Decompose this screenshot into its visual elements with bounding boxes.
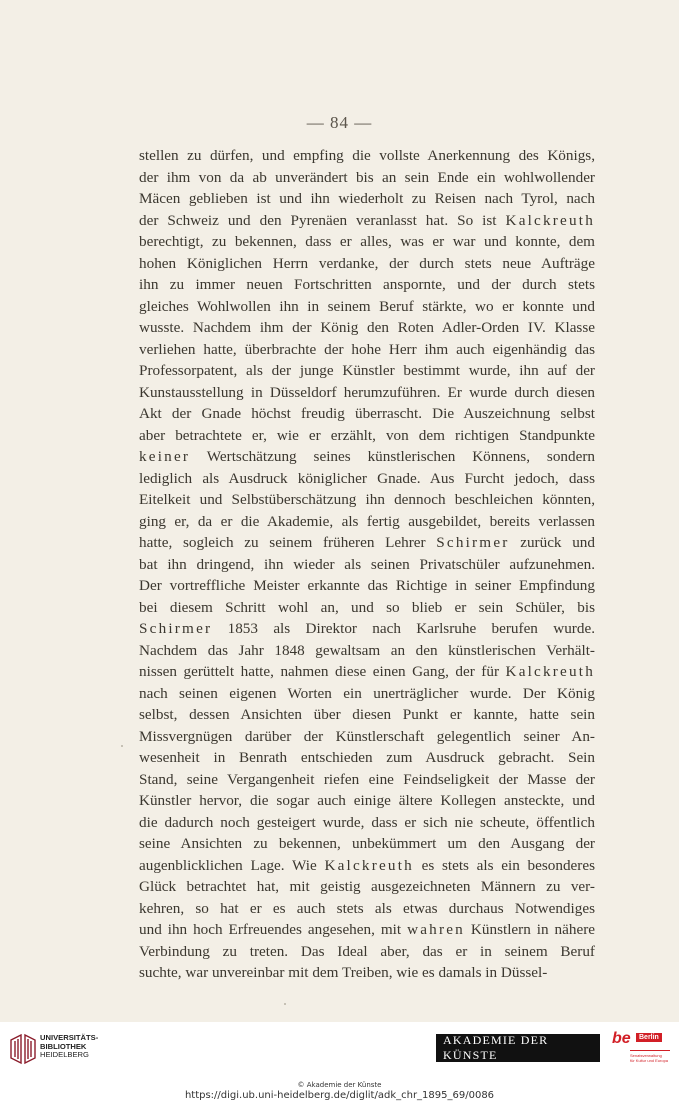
- text-run: wusste. Nachdem ihm der König den Roten Adler-Orden IV. Klasse: [139, 319, 595, 336]
- berlin-logo-sub-line-2: für Kultur und Europa: [630, 1058, 669, 1063]
- text-line: [139, 812, 595, 834]
- text-line: [139, 253, 595, 275]
- text-line: [139, 360, 595, 382]
- text-line: [139, 941, 595, 963]
- text-line: [139, 726, 595, 748]
- text-run: Künstler hervor, die sogar auch einige ältere Kollegen ansteckte, und: [139, 792, 595, 809]
- copyright-notice: © Akademie der Künste: [297, 1081, 382, 1089]
- text-run: Eitelkeit und Selbstüberschätzung ihn dennoch beschleichen könnten,: [139, 491, 595, 508]
- text-run: Professorpatent, als der junge Künstler bestimmt wurde, ihn auf der: [139, 362, 595, 379]
- text-line: [139, 296, 595, 318]
- text-run: seine Ansichten zu bekennen, unbekümmert um den Ausgang der: [139, 835, 595, 852]
- text-run: hatte, sogleich zu seinem früheren Lehrer: [139, 534, 437, 551]
- text-run: der Schweiz und den Pyrenäen veranlasst hat. So ist: [139, 211, 506, 229]
- text-line: [139, 790, 595, 812]
- berlin-logo-tag: Berlin: [636, 1033, 662, 1042]
- text-run: augenblicklichen Lage. Wie: [139, 856, 325, 874]
- text-run: Wertschätzung seines künstlerischen Könnens, sondern: [190, 448, 595, 465]
- text-line: [139, 339, 595, 361]
- text-run: und ihn hoch Erfreuendes angesehen, mit: [139, 921, 408, 938]
- text-run: Missvergnügen darüber der Künstlerschaft gelegentlich seiner An-: [139, 727, 595, 745]
- emphasized-word: Schirmer: [139, 620, 213, 637]
- emphasized-word: keiner: [139, 448, 191, 465]
- text-run: Stand, seine Vergangenheit riefen eine Feindseligkeit der Masse der: [139, 770, 595, 788]
- emphasized-word: Kalckreuth: [505, 663, 595, 680]
- text-line: [139, 683, 595, 705]
- berlin-logo-be: be: [612, 1030, 631, 1047]
- text-run: ging er, da er die Akademie, als fertig ausgebildet, bereits verlassen: [139, 512, 595, 530]
- text-run: es stets als ein besonderes: [413, 856, 595, 874]
- ub-line-2: BIBLIOTHEK: [40, 1041, 87, 1051]
- emphasized-word: Schirmer: [436, 534, 510, 551]
- text-run: Nachdem das Jahr 1848 gewaltsam an den künstlerischen Verhält-: [139, 641, 595, 659]
- text-run: nach seinen eigenen Worten ein unerträglicher wurde. Der König: [139, 684, 595, 702]
- text-line: [139, 468, 595, 490]
- permalink-url[interactable]: https://digi.ub.uni-heidelberg.de/diglit/adk_chr_1895_69/0086: [184, 1090, 495, 1101]
- text-line: [139, 231, 595, 253]
- text-run: selbst, dessen Ansichten über diesen Punkt er kannte, hatte sein: [139, 706, 595, 723]
- text-line: [139, 769, 595, 791]
- text-run: 1853 als Direktor nach Karlsruhe berufen wurde.: [212, 620, 595, 637]
- berlin-logo-rule: [630, 1050, 670, 1051]
- text-line: [139, 704, 595, 726]
- text-run: Mäcen geblieben ist und ihn wiederholt zu Reisen nach Tyrol, nach: [139, 190, 595, 207]
- text-line: [139, 532, 595, 554]
- text-run: aber betrachtete er, wie er erzählt, von dem richtigen Standpunkte: [139, 426, 595, 444]
- body-text: [139, 145, 595, 984]
- text-run: berechtigt, zu bekennen, dass er alles, was er war und konnte, dem: [139, 233, 595, 250]
- university-library-logo-text[interactable]: [40, 1034, 98, 1060]
- text-run: Glück betrachtet hat, mit geistig ausgezeichneten Männern zu ver-: [139, 878, 595, 895]
- ub-line-1: UNIVERSITÄTS-: [40, 1033, 99, 1042]
- emphasized-word: Kalckreuth: [324, 856, 414, 874]
- text-line: [139, 446, 595, 468]
- text-line: [139, 919, 595, 941]
- text-run: gleiches Wohlwollen ihn in seinem Beruf stärkte, wo er konnte und: [139, 297, 595, 315]
- text-run: die dadurch noch gesteigert wurde, dass er sich nie scheute, öffentlich: [139, 813, 595, 831]
- text-run: wesenheit in Benrath entschieden zum Ausdruck gebracht. Sein: [139, 749, 595, 766]
- text-run: Verbindung zu treten. Das Ideal aber, das er in seinem Beruf: [139, 942, 595, 960]
- emphasized-word: wahren: [407, 921, 465, 938]
- text-line: [139, 489, 595, 511]
- akademie-der-kuenste-logo[interactable]: [435, 1034, 601, 1062]
- text-run: ihn zu immer neuen Fortschritten anspornte, und der durch stets: [139, 276, 595, 293]
- text-run: Kunstausstellung in Düsseldorf herumzuführen. Er wurde durch diesen: [139, 383, 595, 401]
- paper-speck: [284, 1003, 286, 1005]
- text-line: [139, 618, 595, 640]
- text-run: bei diesem Schritt wohl an, und so blieb er sein Schüler, bis: [139, 598, 595, 616]
- text-run: zurück und: [509, 534, 595, 551]
- text-line: [139, 317, 595, 339]
- text-line: [139, 597, 595, 619]
- text-line: [139, 898, 595, 920]
- text-line: [139, 575, 595, 597]
- page-number: — 84 —: [306, 113, 373, 132]
- text-line: [139, 274, 595, 296]
- text-run: hohen Königlichen Herrn verdanke, der durch stets neue Aufträge: [139, 254, 595, 272]
- text-line: [139, 403, 595, 425]
- text-line: [139, 425, 595, 447]
- text-run: Der vortreffliche Meister erkannte das Richtige in seiner Empfindung: [139, 577, 595, 594]
- text-line: [139, 640, 595, 662]
- emphasized-word: Kalckreuth: [505, 211, 595, 229]
- text-run: verliehen hatte, überbrachte der hohe Herr ihm auch eigenhändig das: [139, 340, 595, 358]
- text-line: [139, 833, 595, 855]
- text-line: [139, 188, 595, 210]
- text-line: [139, 855, 595, 877]
- text-run: lediglich als Ausdruck königlicher Gnade. Aus Furcht jedoch, dass: [139, 469, 595, 487]
- text-run: der ihm von da ab unverändert bis an sein Ende ein wohlwollender: [139, 168, 595, 186]
- text-line: [139, 382, 595, 404]
- text-run: stellen zu dürfen, und empfing die vollste Anerkennung des Königs,: [139, 147, 595, 164]
- text-line: [139, 747, 595, 769]
- paper-speck: [121, 745, 123, 747]
- text-line: [139, 962, 595, 984]
- berlin-logo-sub: [630, 1053, 668, 1063]
- text-run: kehren, so hat er es auch stets als etwas durchaus Notwendiges: [139, 899, 595, 917]
- text-line: [139, 661, 595, 683]
- text-run: Künstlern in nähere: [464, 921, 595, 938]
- text-line: [139, 167, 595, 189]
- text-line: [139, 876, 595, 898]
- text-line: [139, 511, 595, 533]
- text-run: bat ihn dringend, ihn wieder als seinen Privatschüler aufzunehmen.: [139, 555, 595, 573]
- text-run: nissen gerüttelt hatte, nahmen diese einen Gang, der für: [139, 663, 506, 680]
- text-line: [139, 554, 595, 576]
- text-line: [139, 145, 595, 167]
- berlin-senate-logo[interactable]: [612, 1030, 670, 1070]
- akademie-label: AKADEMIE DER KÜNSTE: [435, 1029, 601, 1067]
- text-line: [139, 210, 595, 232]
- ub-line-3: HEIDELBERG: [40, 1050, 89, 1059]
- text-run: Akt der Gnade höchst freudig überrascht. Die Auszeichnung selbst: [139, 405, 595, 422]
- text-run: suchte, war unvereinbar mit dem Treiben, wie es damals in Düssel-: [139, 964, 548, 981]
- university-library-logo-icon[interactable]: [8, 1032, 38, 1066]
- berlin-logo-sub-line-1: Senatsverwaltung: [630, 1053, 662, 1058]
